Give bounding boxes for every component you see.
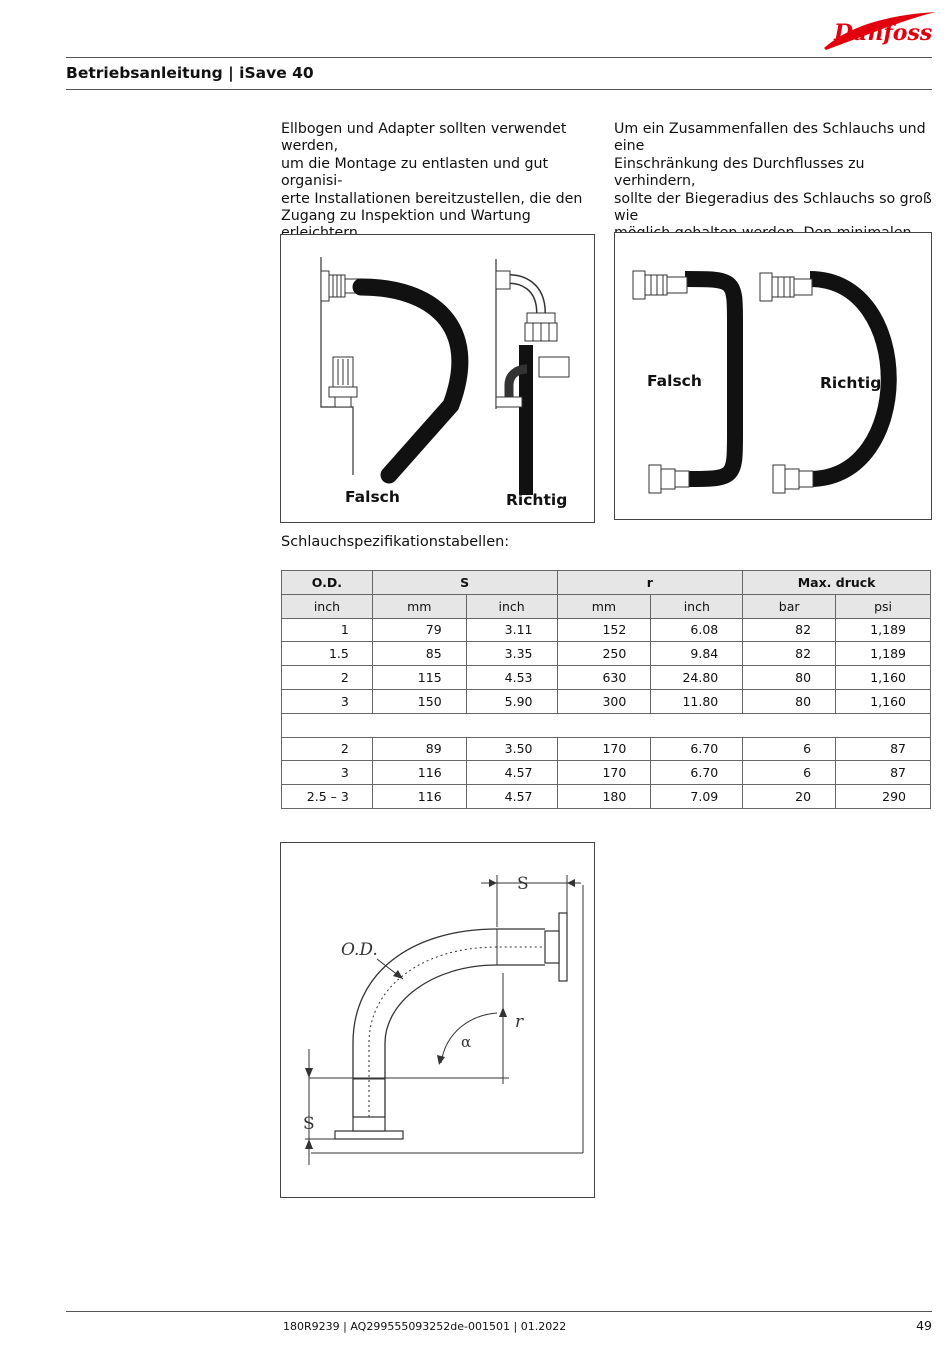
cell: 7.09: [651, 785, 743, 809]
cell: 170: [557, 737, 651, 761]
cell: 115: [372, 666, 466, 690]
intro-right-line: sollte der Biegeradius des Schlauchs so groß wie: [614, 190, 932, 225]
cell: 4.57: [466, 761, 557, 785]
table-caption: Schlauchspezifikationstabellen:: [281, 534, 510, 550]
intro-right-line: Um ein Zusammenfallen des Schlauchs und eine: [614, 121, 926, 155]
cell: 250: [557, 642, 651, 666]
cell: 20: [743, 785, 836, 809]
cell: 1,160: [836, 666, 931, 690]
cell: 3: [282, 689, 373, 713]
hose-fitting-icon: [329, 357, 357, 407]
group-header-od: O.D.: [282, 571, 373, 595]
cell: 4.57: [466, 785, 557, 809]
header-rule-bottom: [66, 89, 932, 90]
cell: 87: [836, 737, 931, 761]
group-header-r: r: [557, 571, 743, 595]
cell: 87: [836, 761, 931, 785]
page-title: Betriebsanleitung | iSave 40: [66, 64, 314, 82]
cell: 3: [282, 761, 373, 785]
hose-fitting-icon: [760, 273, 812, 301]
cell: 170: [557, 761, 651, 785]
table-row: [282, 618, 931, 642]
cell: 6.70: [651, 737, 743, 761]
cell: 80: [743, 689, 836, 713]
page-number: 49: [916, 1318, 932, 1333]
table-row: [282, 666, 931, 690]
table-row: [282, 689, 931, 713]
intro-left-line: Ellbogen und Adapter sollten verwendet werden,: [281, 121, 567, 155]
fitting-orientation-illustration: [281, 235, 594, 522]
cell: 11.80: [651, 689, 743, 713]
table-row: [282, 642, 931, 666]
header-rule: [66, 57, 932, 58]
figure1-right-label: Richtig: [506, 491, 568, 509]
hose-fitting-icon: [649, 465, 689, 493]
cell: 4.53: [466, 666, 557, 690]
hose-fitting-icon: [773, 465, 813, 493]
unit-header: mm: [372, 594, 466, 618]
intro-right-line: Einschränkung des Durchflusses zu verhindern,: [614, 155, 865, 190]
intro-left: [281, 121, 601, 243]
cell: 290: [836, 785, 931, 809]
cell: 1,189: [836, 618, 931, 642]
label-alpha: α: [461, 1033, 472, 1051]
cell: 6: [743, 737, 836, 761]
cell: 150: [372, 689, 466, 713]
cell: 24.80: [651, 666, 743, 690]
cell: 180: [557, 785, 651, 809]
table-row: [282, 785, 931, 809]
cell: 6: [743, 761, 836, 785]
figure1-wrong-label: Falsch: [345, 488, 400, 506]
cell: 3.11: [466, 618, 557, 642]
cell: 85: [372, 642, 466, 666]
figure-bend-radius: [614, 232, 932, 520]
cell: 9.84: [651, 642, 743, 666]
label-od: O.D.: [341, 940, 378, 960]
cell: 2: [282, 737, 373, 761]
label-s-top: S: [517, 874, 529, 894]
intro-left-line: Zugang zu Inspektion und Wartung: [281, 208, 531, 225]
cell: 89: [372, 737, 466, 761]
cell: 2: [282, 666, 373, 690]
cell: 630: [557, 666, 651, 690]
bend-radius-illustration: [615, 233, 931, 519]
hose-spec-table: [281, 570, 931, 809]
cell: 82: [743, 618, 836, 642]
label-radius: r: [515, 1012, 524, 1032]
cell: 6.70: [651, 761, 743, 785]
bend-dimensions-diagram: [281, 843, 594, 1197]
group-header-max-pressure: Max. druck: [743, 571, 931, 595]
unit-header: bar: [743, 594, 836, 618]
cell: 116: [372, 761, 466, 785]
intro-left-line: erte Installationen bereitzustellen, die den: [281, 190, 583, 207]
cell: 1.5: [282, 642, 373, 666]
cell: 82: [743, 642, 836, 666]
unit-header: mm: [557, 594, 651, 618]
hose-fitting-icon: [633, 271, 687, 299]
cell: 6.08: [651, 618, 743, 642]
cell: 3.35: [466, 642, 557, 666]
footer-rule: [66, 1311, 932, 1312]
figure2-right-label: Richtig: [820, 374, 882, 392]
unit-header: inch: [282, 594, 373, 618]
unit-header: inch: [466, 594, 557, 618]
table-separator-row: [282, 713, 931, 737]
cell: 1,189: [836, 642, 931, 666]
unit-header: psi: [836, 594, 931, 618]
intro-left-line: um die Montage zu entlasten und gut organisi-: [281, 155, 549, 190]
cell: 2.5 – 3: [282, 785, 373, 809]
cell: 5.90: [466, 689, 557, 713]
separator-cell: [282, 713, 931, 737]
figure2-wrong-label: Falsch: [647, 372, 702, 390]
figure-fitting-orientation: [280, 234, 595, 523]
cell: 300: [557, 689, 651, 713]
cell: 152: [557, 618, 651, 642]
brand-wordmark: Danfoss: [834, 20, 933, 46]
table-row: [282, 761, 931, 785]
unit-header: inch: [651, 594, 743, 618]
cell: 116: [372, 785, 466, 809]
danfoss-logo: [820, 4, 940, 54]
cell: 1: [282, 618, 373, 642]
document-reference: 180R9239 | AQ299555093252de-001501 | 01.2022: [283, 1320, 567, 1333]
cell: 1,160: [836, 689, 931, 713]
label-s-left: S: [303, 1114, 315, 1134]
cell: 3.50: [466, 737, 557, 761]
cell: 79: [372, 618, 466, 642]
figure-bend-dimensions: [280, 842, 595, 1198]
cell: 80: [743, 666, 836, 690]
group-header-s: S: [372, 571, 557, 595]
table-row: [282, 737, 931, 761]
